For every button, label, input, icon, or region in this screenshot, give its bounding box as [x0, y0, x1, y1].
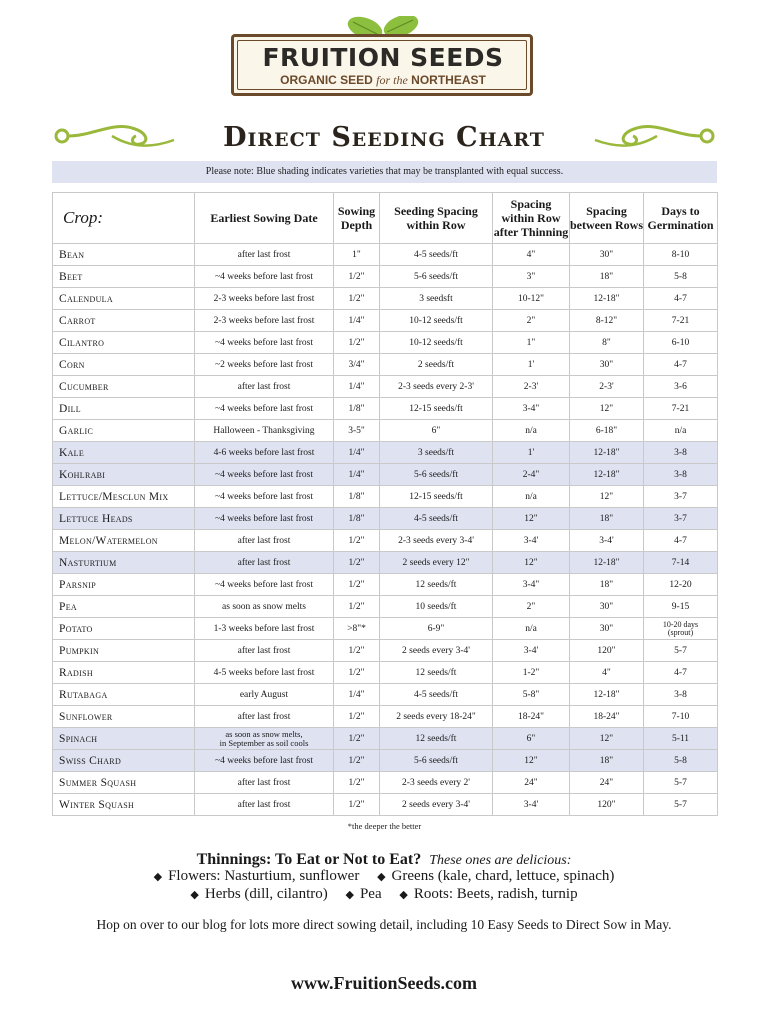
cell-germination: 3-8	[644, 684, 718, 706]
cell-seeding-spacing: 5-6 seeds/ft	[380, 750, 493, 772]
table-row	[53, 552, 718, 574]
table-row	[53, 662, 718, 684]
cell-row-spacing: 18"	[570, 750, 644, 772]
table-row	[53, 750, 718, 772]
cell-germination: 3-7	[644, 508, 718, 530]
table-row	[53, 574, 718, 596]
thinnings-item: Roots: Beets, radish, turnip	[413, 886, 578, 902]
cell-depth: 1/2"	[334, 772, 380, 794]
cell-depth: 1/2"	[334, 332, 380, 354]
cell-crop: Pumpkin	[53, 640, 195, 662]
cell-depth: 1/2"	[334, 794, 380, 816]
cell-depth: 1/8"	[334, 486, 380, 508]
cell-row-spacing: 30"	[570, 596, 644, 618]
diamond-bullet-icon: ◆	[153, 871, 163, 883]
logo-brand-name: FRUITION SEEDS	[262, 43, 504, 72]
cell-depth: 1/4"	[334, 442, 380, 464]
cell-thinning-spacing: 18-24"	[493, 706, 570, 728]
cell-crop: Summer Squash	[53, 772, 195, 794]
cell-depth: 1/4"	[334, 376, 380, 398]
cell-germination: 5-11	[644, 728, 718, 750]
cell-seeding-spacing: 6"	[380, 420, 493, 442]
table-row	[53, 618, 718, 640]
cell-thinning-spacing: 1'	[493, 442, 570, 464]
cell-germination: 8-10	[644, 244, 718, 266]
cell-seeding-spacing: 4-5 seeds/ft	[380, 508, 493, 530]
table-row	[53, 266, 718, 288]
cell-germination: 9-15	[644, 596, 718, 618]
table-row	[53, 640, 718, 662]
cell-row-spacing: 8"	[570, 332, 644, 354]
cell-seeding-spacing: 2-3 seeds every 2'	[380, 772, 493, 794]
cell-thinning-spacing: n/a	[493, 486, 570, 508]
cell-text: (sprout)	[667, 627, 694, 637]
cell-thinning-spacing: 1-2"	[493, 662, 570, 684]
table-row	[53, 376, 718, 398]
cell-seeding-spacing: 2-3 seeds every 3-4'	[380, 530, 493, 552]
cell-germination: 5-7	[644, 772, 718, 794]
cell-germination: 3-8	[644, 464, 718, 486]
cell-crop: Rutabaga	[53, 684, 195, 706]
cell-germination: 5-8	[644, 750, 718, 772]
table-row	[53, 794, 718, 816]
col-header-germination-days: Days to Germination	[644, 193, 718, 244]
cell-text: as soon as snow melts,	[225, 729, 303, 739]
cell-depth: 1/2"	[334, 662, 380, 684]
cell-seeding-spacing: 6-9"	[380, 618, 493, 640]
diamond-bullet-icon: ◆	[345, 889, 354, 901]
diamond-bullet-icon: ◆	[190, 889, 199, 901]
cell-germination: 4-7	[644, 530, 718, 552]
cell-thinning-spacing: 4"	[493, 244, 570, 266]
col-header-thinning-spacing: Spacing within Row after Thinning	[493, 193, 570, 244]
cell-seeding-spacing: 4-5 seeds/ft	[380, 244, 493, 266]
cell-crop: Potato	[53, 618, 195, 640]
shading-note: Please note: Blue shading indicates varieties that may be transplanted with equal success.	[52, 161, 717, 183]
cell-crop: Swiss Chard	[53, 750, 195, 772]
cell-seeding-spacing: 4-5 seeds/ft	[380, 684, 493, 706]
cell-thinning-spacing: 12"	[493, 750, 570, 772]
cell-sowing-date: as soon as snow melts	[195, 596, 334, 618]
cell-depth: 1/2"	[334, 552, 380, 574]
cell-depth: 1/8"	[334, 398, 380, 420]
cell-seeding-spacing: 12 seeds/ft	[380, 662, 493, 684]
table-row	[53, 244, 718, 266]
table-row	[53, 442, 718, 464]
cell-sowing-date: ~4 weeks before last frost	[195, 398, 334, 420]
cell-row-spacing: 12"	[570, 398, 644, 420]
cell-seeding-spacing: 2-3 seeds every 2-3'	[380, 376, 493, 398]
cell-seeding-spacing: 2 seeds/ft	[380, 354, 493, 376]
cell-germination: 4-7	[644, 288, 718, 310]
cell-depth: 1/2"	[334, 266, 380, 288]
cell-thinning-spacing: 2-4"	[493, 464, 570, 486]
footnote: *the deeper the better	[347, 821, 422, 831]
cell-thinning-spacing: 12"	[493, 508, 570, 530]
cell-thinning-spacing: 10-12"	[493, 288, 570, 310]
table-row	[53, 332, 718, 354]
cell-row-spacing: 2-3'	[570, 376, 644, 398]
cell-row-spacing: 30"	[570, 354, 644, 376]
cell-thinning-spacing: 3-4'	[493, 794, 570, 816]
cell-germination: 5-7	[644, 794, 718, 816]
cell-thinning-spacing: 3"	[493, 266, 570, 288]
cell-row-spacing: 18"	[570, 508, 644, 530]
thinnings-item: Pea	[359, 886, 382, 902]
cell-depth: 1/8"	[334, 508, 380, 530]
cell-row-spacing: 8-12"	[570, 310, 644, 332]
website-link[interactable]: www.FruitionSeeds.com	[291, 973, 477, 993]
cell-depth: 1/2"	[334, 530, 380, 552]
cell-germination	[644, 618, 718, 640]
cell-seeding-spacing: 2 seeds every 12"	[380, 552, 493, 574]
cell-crop: Lettuce Heads	[53, 508, 195, 530]
cell-seeding-spacing: 10-12 seeds/ft	[380, 310, 493, 332]
cell-sowing-date	[195, 728, 334, 750]
col-header-earliest-date: Earliest Sowing Date	[195, 193, 334, 244]
cell-text: in September as soil cools	[219, 737, 309, 748]
table-row	[53, 772, 718, 794]
thinnings-item: Flowers: Nasturtium, sunflower	[168, 868, 360, 884]
cell-row-spacing: 120"	[570, 794, 644, 816]
cell-seeding-spacing: 2 seeds every 3-4'	[380, 640, 493, 662]
cell-sowing-date: 1-3 weeks before last frost	[195, 618, 334, 640]
cell-sowing-date: after last frost	[195, 772, 334, 794]
right-swirl-ornament	[592, 118, 717, 154]
thinnings-item: Greens (kale, chard, lettuce, spinach)	[391, 868, 615, 884]
cell-sowing-date: after last frost	[195, 244, 334, 266]
cell-crop: Carrot	[53, 310, 195, 332]
cell-row-spacing: 4"	[570, 662, 644, 684]
cell-depth: 3-5"	[334, 420, 380, 442]
diamond-bullet-icon: ◆	[399, 889, 408, 901]
cell-seeding-spacing: 2 seeds every 18-24"	[380, 706, 493, 728]
cell-sowing-date: ~4 weeks before last frost	[195, 266, 334, 288]
thinnings-item: Herbs (dill, cilantro)	[204, 886, 328, 902]
cell-thinning-spacing: n/a	[493, 420, 570, 442]
cell-sowing-date: ~4 weeks before last frost	[195, 750, 334, 772]
cell-row-spacing: 18-24"	[570, 706, 644, 728]
cell-thinning-spacing: 3-4"	[493, 398, 570, 420]
cell-row-spacing: 6-18"	[570, 420, 644, 442]
cell-germination: 3-8	[644, 442, 718, 464]
cell-thinning-spacing: 2-3'	[493, 376, 570, 398]
cell-thinning-spacing: 3-4'	[493, 640, 570, 662]
cell-thinning-spacing: n/a	[493, 618, 570, 640]
thinnings-subtitle: These ones are delicious:	[429, 853, 572, 868]
cell-sowing-date: early August	[195, 684, 334, 706]
cell-seeding-spacing: 3 seeds/ft	[380, 442, 493, 464]
cell-depth: 1/2"	[334, 574, 380, 596]
thinnings-list-line-2	[0, 885, 768, 905]
cell-crop: Radish	[53, 662, 195, 684]
cell-sowing-date: after last frost	[195, 706, 334, 728]
cell-germination: 6-10	[644, 332, 718, 354]
table-row	[53, 728, 718, 750]
cell-sowing-date: ~2 weeks before last frost	[195, 354, 334, 376]
page-title: Direct Seeding Chart	[223, 122, 545, 153]
cell-row-spacing: 3-4'	[570, 530, 644, 552]
cell-seeding-spacing: 12 seeds/ft	[380, 574, 493, 596]
cell-sowing-date: Halloween - Thanksgiving	[195, 420, 334, 442]
cell-sowing-date: ~4 weeks before last frost	[195, 464, 334, 486]
cell-crop: Calendula	[53, 288, 195, 310]
thinnings-title: Thinnings: To Eat or Not to Eat?	[196, 851, 422, 868]
cell-germination: 12-20	[644, 574, 718, 596]
cell-crop: Kohlrabi	[53, 464, 195, 486]
cell-germination: 7-14	[644, 552, 718, 574]
cell-thinning-spacing: 5-8"	[493, 684, 570, 706]
cell-depth: 1/2"	[334, 288, 380, 310]
cell-crop: Lettuce/Mesclun Mix	[53, 486, 195, 508]
cell-crop: Sunflower	[53, 706, 195, 728]
cell-sowing-date: ~4 weeks before last frost	[195, 486, 334, 508]
table-row	[53, 684, 718, 706]
cell-thinning-spacing: 1"	[493, 332, 570, 354]
table-row	[53, 420, 718, 442]
cell-germination: 4-7	[644, 354, 718, 376]
cell-seeding-spacing: 12-15 seeds/ft	[380, 486, 493, 508]
cell-thinning-spacing: 2"	[493, 310, 570, 332]
logo-tagline: ORGANIC SEED for the NORTHEAST	[280, 73, 486, 87]
cell-germination: n/a	[644, 420, 718, 442]
cell-sowing-date: ~4 weeks before last frost	[195, 574, 334, 596]
cell-sowing-date: after last frost	[195, 530, 334, 552]
cell-crop: Nasturtium	[53, 552, 195, 574]
cell-row-spacing: 12-18"	[570, 288, 644, 310]
cell-crop: Kale	[53, 442, 195, 464]
cell-sowing-date: after last frost	[195, 794, 334, 816]
table-row	[53, 310, 718, 332]
cell-germination: 5-7	[644, 640, 718, 662]
seeding-chart-table	[52, 192, 718, 816]
col-header-sowing-depth: Sowing Depth	[334, 193, 380, 244]
cell-row-spacing: 30"	[570, 244, 644, 266]
cell-crop: Garlic	[53, 420, 195, 442]
cell-depth: 3/4"	[334, 354, 380, 376]
cell-depth: 1/2"	[334, 706, 380, 728]
cell-germination: 5-8	[644, 266, 718, 288]
cell-sowing-date: ~4 weeks before last frost	[195, 508, 334, 530]
cell-row-spacing: 30"	[570, 618, 644, 640]
cell-seeding-spacing: 2 seeds every 3-4'	[380, 794, 493, 816]
cell-seeding-spacing: 10 seeds/ft	[380, 596, 493, 618]
table-row	[53, 464, 718, 486]
cell-germination: 3-6	[644, 376, 718, 398]
table-row	[53, 530, 718, 552]
table-row	[53, 354, 718, 376]
cell-depth: 1"	[334, 244, 380, 266]
cell-row-spacing: 12"	[570, 486, 644, 508]
cell-germination: 7-10	[644, 706, 718, 728]
cell-crop: Beet	[53, 266, 195, 288]
cell-depth: 1/4"	[334, 684, 380, 706]
cell-depth: 1/2"	[334, 728, 380, 750]
col-header-seeding-spacing: Seeding Spacing within Row	[380, 193, 493, 244]
cell-depth: 1/4"	[334, 464, 380, 486]
cell-crop: Pea	[53, 596, 195, 618]
table-row	[53, 398, 718, 420]
col-header-row-spacing: Spacing between Rows	[570, 193, 644, 244]
cell-text: 10-20 days	[662, 619, 699, 629]
cell-sowing-date: 4-6 weeks before last frost	[195, 442, 334, 464]
table-row	[53, 288, 718, 310]
col-header-crop: Crop:	[53, 193, 195, 244]
cell-germination: 7-21	[644, 310, 718, 332]
cell-sowing-date: 2-3 weeks before last frost	[195, 288, 334, 310]
cell-thinning-spacing: 1'	[493, 354, 570, 376]
cell-sowing-date: 4-5 weeks before last frost	[195, 662, 334, 684]
cell-depth: 1/2"	[334, 750, 380, 772]
brand-logo	[231, 16, 535, 100]
cell-crop: Dill	[53, 398, 195, 420]
cell-crop: Cucumber	[53, 376, 195, 398]
cell-thinning-spacing: 24"	[493, 772, 570, 794]
cell-crop: Melon/Watermelon	[53, 530, 195, 552]
cell-sowing-date: ~4 weeks before last frost	[195, 332, 334, 354]
cell-depth: 1/2"	[334, 596, 380, 618]
cell-row-spacing: 12-18"	[570, 552, 644, 574]
cell-crop: Bean	[53, 244, 195, 266]
cell-germination: 3-7	[644, 486, 718, 508]
cell-thinning-spacing: 6"	[493, 728, 570, 750]
cell-crop: Cilantro	[53, 332, 195, 354]
cell-row-spacing: 120"	[570, 640, 644, 662]
cell-depth: 1/4"	[334, 310, 380, 332]
cell-row-spacing: 12-18"	[570, 442, 644, 464]
table-row	[53, 596, 718, 618]
cell-depth: >8"*	[334, 618, 380, 640]
cell-seeding-spacing: 5-6 seeds/ft	[380, 464, 493, 486]
cell-crop: Corn	[53, 354, 195, 376]
cell-sowing-date: 2-3 weeks before last frost	[195, 310, 334, 332]
cell-germination: 7-21	[644, 398, 718, 420]
cell-crop: Spinach	[53, 728, 195, 750]
cell-row-spacing: 12"	[570, 728, 644, 750]
cell-row-spacing: 18"	[570, 574, 644, 596]
cell-row-spacing: 12-18"	[570, 464, 644, 486]
cell-row-spacing: 18"	[570, 266, 644, 288]
cell-thinning-spacing: 2"	[493, 596, 570, 618]
diamond-bullet-icon: ◆	[377, 871, 386, 883]
cell-sowing-date: after last frost	[195, 552, 334, 574]
cell-sowing-date: after last frost	[195, 640, 334, 662]
cell-depth: 1/2"	[334, 640, 380, 662]
cell-thinning-spacing: 3-4"	[493, 574, 570, 596]
cell-sowing-date: after last frost	[195, 376, 334, 398]
cell-crop: Winter Squash	[53, 794, 195, 816]
cell-row-spacing: 24"	[570, 772, 644, 794]
cell-seeding-spacing: 10-12 seeds/ft	[380, 332, 493, 354]
table-row	[53, 706, 718, 728]
table-row	[53, 508, 718, 530]
cell-thinning-spacing: 3-4'	[493, 530, 570, 552]
cell-seeding-spacing: 12-15 seeds/ft	[380, 398, 493, 420]
cell-seeding-spacing: 5-6 seeds/ft	[380, 266, 493, 288]
cell-germination: 4-7	[644, 662, 718, 684]
cell-seeding-spacing: 3 seedsft	[380, 288, 493, 310]
table-body	[53, 244, 718, 816]
table-header-row	[53, 193, 718, 244]
cell-crop: Parsnip	[53, 574, 195, 596]
cell-thinning-spacing: 12"	[493, 552, 570, 574]
thinnings-list-line-1	[0, 867, 768, 887]
blog-promo-text: Hop on over to our blog for lots more direct sowing detail, including 10 Easy Seeds to Direct Sow in May.	[96, 917, 672, 932]
cell-row-spacing: 12-18"	[570, 684, 644, 706]
table-row	[53, 486, 718, 508]
cell-seeding-spacing: 12 seeds/ft	[380, 728, 493, 750]
